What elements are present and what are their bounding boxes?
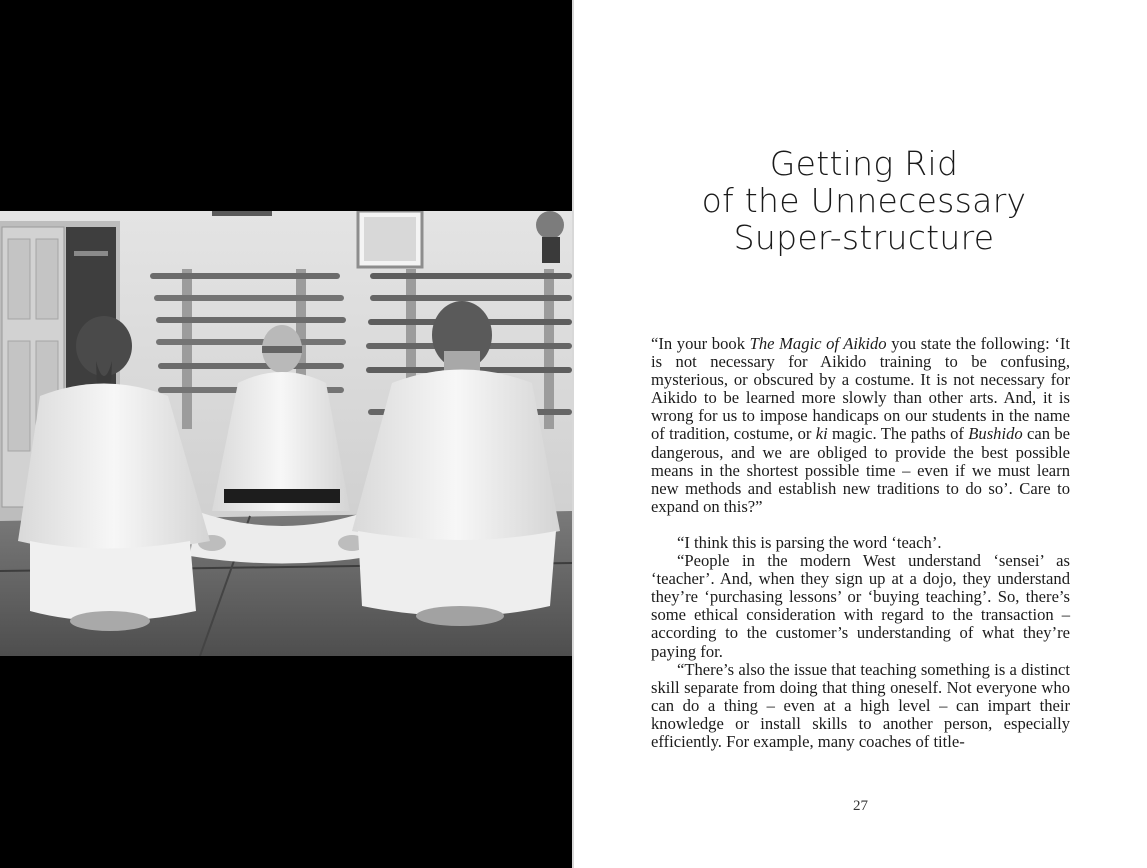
- paragraph-answer-3: “There’s also the issue that teaching something is a distinct skill separate from doing that thing oneself. Not everyone who can do a thing – even at a high level – can impart their knowledge or install skills to another person, especially efficiently. For example, many coaches of title-: [651, 659, 1070, 751]
- chapter-title-line-3: Super-structure: [733, 218, 995, 257]
- book-title-italic: The Magic of Aikido: [749, 334, 887, 353]
- paragraph-answer-1: “I think this is parsing the word ‘teach’.: [677, 532, 942, 552]
- chapter-title-line-2: of the Unnecessary: [701, 181, 1027, 220]
- right-page: [574, 0, 1147, 868]
- page-number: 27: [853, 798, 868, 814]
- ki-italic: ki: [815, 424, 828, 444]
- body-text: [651, 335, 1070, 751]
- paragraph-question: [651, 335, 1070, 516]
- chapter-title-line-1: Getting Rid: [769, 144, 959, 183]
- paragraph-question-text-c: you state the following: ‘It is not necessary for Aikido training to be confusing, mysterious, or obscured by a costume. It is not necessary for Aikido to be learned more slowly than other arts. And, it is wrong for us to impose handicaps on our students in the name of tradition, costume, or: [651, 334, 1070, 444]
- bushido-italic: Bushido: [968, 424, 1023, 444]
- left-page: [0, 0, 572, 868]
- dojo-photo: [0, 211, 572, 656]
- paragraph-answer-2: “People in the modern West understand ‘sensei’ as ‘teacher’. And, when they sign up at a dojo, they understand they’re ‘purchasing lessons’ or ‘buying teaching’. So, there’s some ethical consideration with regard to the transaction – according to the customer’s understanding of what they’re paying for.: [651, 551, 1070, 661]
- paragraph-question-text-a: “In your book: [651, 334, 750, 353]
- chapter-title: [654, 145, 1074, 256]
- paragraph-question-text-g: can be dangerous, and we are obliged to provide the best possible means in the shortest possible time – even if we must learn new methods and establish new traditions to do so’. Care to expand on this?”: [651, 424, 1070, 516]
- dojo-photo-illustration: [0, 211, 572, 656]
- paragraph-question-text-e: magic. The paths of: [827, 424, 969, 444]
